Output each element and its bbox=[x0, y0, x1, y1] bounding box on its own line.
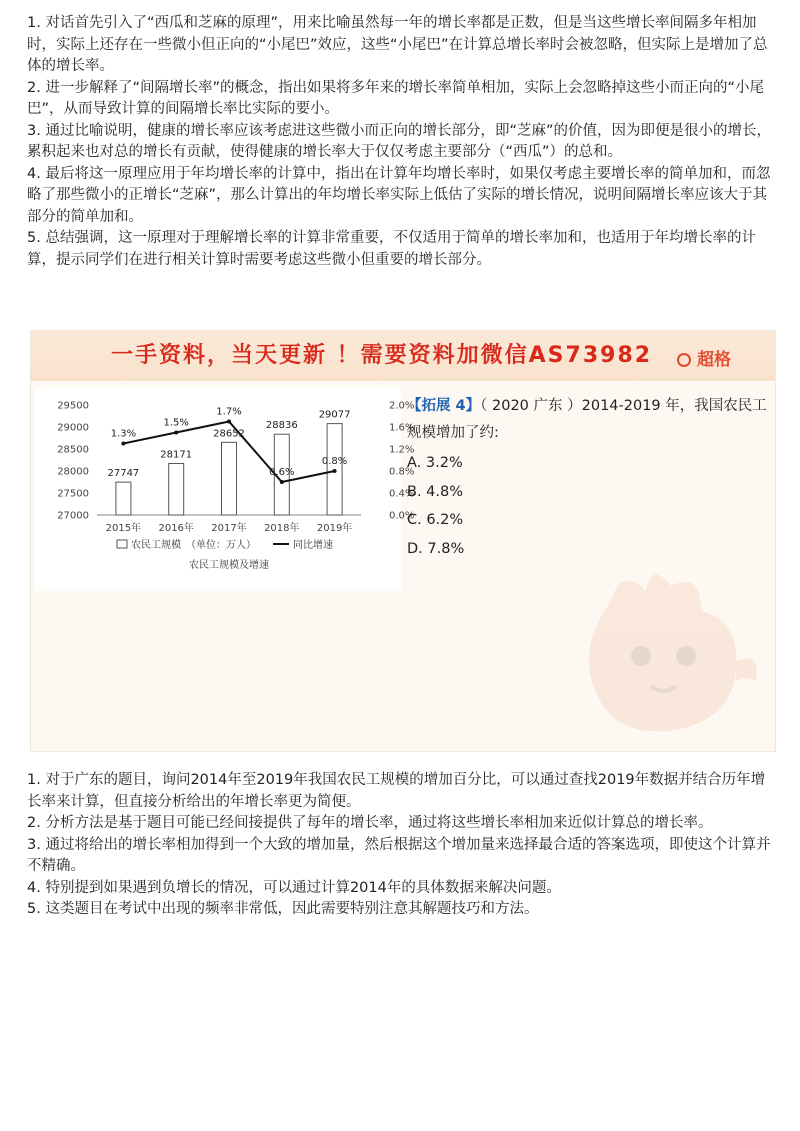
chart-figure bbox=[35, 387, 415, 591]
line-value-label: 0.8% bbox=[321, 456, 348, 467]
brand-icon bbox=[677, 353, 691, 367]
bar-value-label: 28652 bbox=[213, 428, 245, 440]
question-block bbox=[407, 393, 767, 447]
bar-value-label: 28171 bbox=[160, 449, 193, 461]
analysis-paragraph: 4. 特别提到如果遇到负增长的情况，可以通过计算2014年的具体数据来解决问题。 bbox=[27, 879, 561, 896]
summary-paragraph: 4. 最后将这一原理应用于年均增长率的计算中，指出在计算年均增长率时，如果仅考虑主要增长率的简单加和，而忽略了那些微小的正增长“芝麻”，那么计算出的年均增长率实际上低估了实际的增长情况，说明间隔增长率应该大于其部分的简单加和。 bbox=[27, 165, 771, 225]
summary-paragraph: 2. 进一步解释了“间隔增长率”的概念，指出如果将多年来的增长率简单相加，实际上会忽略掉这些小而正向的“小尾巴”，从而导致计算的间隔增长率比实际的要小。 bbox=[27, 79, 764, 117]
summary-paragraph: 1. 对话首先引入了“西瓜和芝麻的原理”，用来比喻虽然每一年的增长率都是正数，但是当这些增长率间隔多年相加时，实际上还存在一些微小但正向的“小尾巴”效应，这些“小尾巴”在计算总增长率时会被忽略，但实际上是增加了总体的增长率。 bbox=[27, 15, 768, 74]
analysis-paragraph: 2. 分析方法是基于题目可能已经间接提供了每年的增长率，通过将这些增长率相加来近似计算总的增长率。 bbox=[27, 815, 713, 831]
slide-banner bbox=[31, 331, 775, 381]
combo-chart bbox=[35, 387, 415, 591]
bar-value-label: 27747 bbox=[107, 468, 140, 480]
option-b: B. 4.8% bbox=[407, 483, 464, 500]
brand-name: 超格 bbox=[697, 350, 731, 370]
line-point bbox=[333, 469, 337, 473]
bar-value-label: 28836 bbox=[265, 420, 298, 432]
y-right-tick-label: 2.0% bbox=[389, 400, 415, 412]
mascot-illustration bbox=[551, 561, 766, 751]
y-left-tick-label: 27000 bbox=[57, 510, 89, 522]
y-right-tick-label: 0.8% bbox=[389, 466, 415, 478]
analysis-paragraph: 1. 对于广东的题目，询问2014年至2019年我国农民工规模的增加百分比，可以通过查找2019年数据并结合历年增长率来计算，但直接分析给出的年增长率更为简便。 bbox=[27, 772, 766, 810]
line-point bbox=[280, 480, 284, 484]
legend-bar-swatch bbox=[117, 540, 127, 548]
y-right-tick-label: 1.6% bbox=[389, 422, 415, 434]
y-right-tick-label: 0.0% bbox=[389, 510, 415, 522]
summary-paragraph: 3. 通过比喻说明，健康的增长率应该考虑进这些微小而正向的增长部分，即“芝麻”的价值，因为即便是很小的增长，累积起来也对总的增长有贡献，使得健康的增长率大于仅仅考虑主要部分（“西瓜”）的总和。 bbox=[27, 122, 771, 160]
analysis-paragraph: 5. 这类题目在考试中出现的频率非常低，因此需要特别注意其解题技巧和方法。 bbox=[27, 901, 539, 917]
summary-paragraph: 5. 总结强调，这一原理对于理解增长率的计算非常重要，不仅适用于简单的增长率加和，也适用于年均增长率的计算，提示同学们在进行相关计算时需要考虑这些微小但重要的增长部分。 bbox=[27, 230, 756, 268]
analysis-paragraph: 3. 通过将给出的增长率相加得到一个大致的增加量，然后根据这个增加量来选择最合适的答案选项，即使这个计算并不精确。 bbox=[27, 836, 771, 874]
summary-list-top bbox=[27, 13, 777, 271]
question-tag: 【拓展 4】 bbox=[407, 398, 481, 414]
line-point bbox=[227, 420, 231, 424]
answer-options bbox=[407, 449, 464, 563]
bar bbox=[116, 482, 131, 515]
y-left-tick-label: 29500 bbox=[57, 400, 89, 412]
line-value-label: 1.7% bbox=[216, 406, 242, 418]
line-point bbox=[174, 431, 178, 435]
chart-caption: 农民工规模及增速 bbox=[189, 560, 269, 571]
x-tick-label: 2017年 bbox=[211, 523, 247, 534]
banner-text: 一手资料，当天更新 ！需要资料加微信AS73982 bbox=[111, 343, 653, 368]
option-d: D. 7.8% bbox=[407, 540, 465, 557]
bar bbox=[169, 463, 184, 515]
x-tick-label: 2015年 bbox=[105, 523, 142, 534]
option-c: C. 6.2% bbox=[407, 512, 464, 528]
question-text: （ 2020 广东 ）2014-2019 年，我国农民工规模增加了约: bbox=[407, 398, 767, 441]
y-left-tick-label: 28000 bbox=[57, 466, 89, 478]
legend-line-label: 同比增速 bbox=[293, 540, 333, 551]
x-tick-label: 2016年 bbox=[158, 523, 194, 534]
lecture-slide bbox=[30, 330, 776, 752]
legend-bar-label: 农民工规模 （单位：万人） bbox=[131, 540, 256, 551]
line-value-label: 0.6% bbox=[269, 467, 295, 478]
y-left-tick-label: 29000 bbox=[57, 422, 89, 434]
y-right-tick-label: 0.4% bbox=[389, 488, 415, 500]
line-point bbox=[121, 442, 125, 446]
brand-logo bbox=[677, 345, 731, 370]
x-tick-label: 2018年 bbox=[264, 523, 300, 534]
y-right-tick-label: 1.2% bbox=[389, 444, 415, 456]
option-a: A. 3.2% bbox=[407, 455, 463, 471]
line-value-label: 1.3% bbox=[110, 428, 137, 440]
y-left-tick-label: 28500 bbox=[57, 444, 89, 456]
bar-value-label: 29077 bbox=[318, 409, 351, 421]
y-left-tick-label: 27500 bbox=[57, 488, 89, 500]
x-tick-label: 2019年 bbox=[316, 523, 353, 534]
summary-list-bottom bbox=[27, 770, 777, 921]
bar bbox=[222, 442, 237, 515]
line-value-label: 1.5% bbox=[163, 417, 189, 429]
